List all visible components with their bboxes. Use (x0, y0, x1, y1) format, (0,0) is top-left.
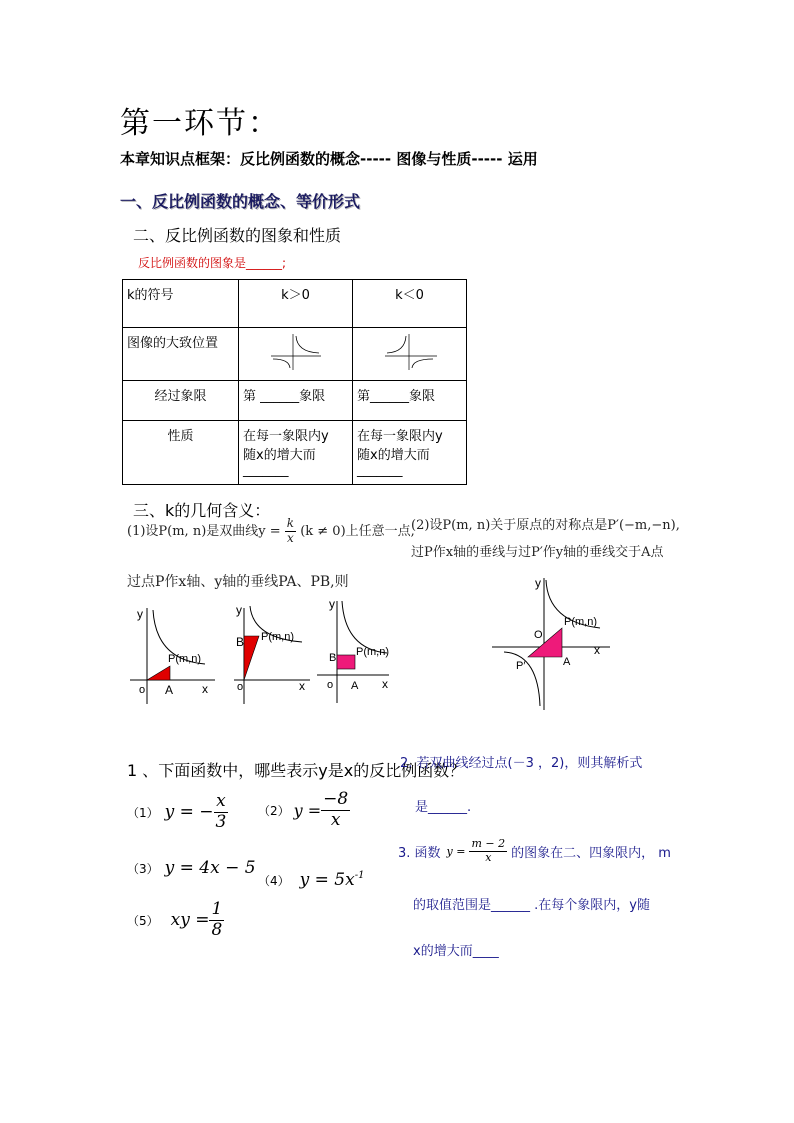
cell-quadrants-negative: 第______象限 (353, 381, 467, 421)
section-1-title: 一、反比例函数的概念、等价形式 (120, 192, 361, 211)
q1-opt3-expr: y = 4x − 5 (164, 858, 256, 878)
fig3-p-label: P(m,n) (356, 646, 389, 658)
fig4-p-label: P(m,n) (564, 616, 597, 628)
cell-quadrants-positive: 第 ______象限 (239, 381, 353, 421)
geom1-frac-den: x (287, 530, 294, 545)
fig2-b-label: B (236, 635, 245, 649)
graph-note: 反比例函数的图象是______; (138, 256, 287, 270)
q1-opt4-exponent: -1 (354, 870, 365, 881)
question-3-line3: x的增大而____ (413, 944, 499, 959)
fig4-x-label: x (594, 643, 600, 657)
question-2-line2: 是______. (415, 800, 472, 815)
section-2-title: 二、反比例函数的图象和性质 (133, 226, 342, 245)
question-1-title: 1 、下面函数中，哪些表示y是x的反比例函数？ (127, 761, 466, 780)
cell-graph-positive (239, 328, 353, 381)
geom1-text-b: (k ≠ 0)上任意一点, (300, 523, 415, 539)
fig3-b-label: B (329, 652, 337, 664)
cell-property-negative (353, 421, 467, 485)
geom1-fraction (285, 517, 296, 546)
property-negative-line3: _______ (357, 463, 403, 478)
q1-opt2-den: x (330, 809, 341, 830)
figure-2 (230, 600, 315, 710)
q1-option-4 (258, 870, 364, 890)
fig4-a-label: A (563, 656, 571, 668)
triangle-opb (244, 636, 259, 680)
q1-option-5 (127, 900, 224, 940)
fig4-y-label: y (535, 576, 541, 590)
q1-opt5-label: （5） (127, 913, 159, 928)
geometry-statement-2-line1: (2)设P(m, n)关于原点的对称点是P′(−m,−n), (411, 518, 680, 533)
q3-text-b: 的图象在二、四象限内， m (511, 845, 671, 861)
question-3-line2: 的取值范围是______ .在每个象限内，y随 (413, 898, 650, 913)
q3-text-a: 3. 函数 (398, 845, 441, 861)
fig4-origin-label: O (534, 629, 543, 641)
fig1-x-label: x (202, 682, 208, 696)
fig3-x-label: x (382, 677, 388, 691)
figure-1 (125, 600, 220, 710)
q1-opt5-lhs: xy = (170, 910, 210, 931)
q3-frac-den: x (485, 850, 492, 864)
figure-4 (488, 572, 613, 712)
fig2-x-label: x (299, 679, 305, 693)
hyperbola-negative-icon (357, 332, 462, 372)
q1-opt4-expr: y = 5x (299, 870, 355, 890)
q1-option-2 (258, 790, 350, 830)
page-heading: 第一环节： (120, 106, 280, 141)
q1-opt1-fraction (214, 792, 229, 832)
fig4-pprime-label: P′ (516, 660, 526, 672)
fig1-a-label: A (165, 683, 174, 697)
q3-fraction (469, 838, 507, 864)
q1-opt1-label: （1） (127, 805, 159, 820)
fig1-p-label: P(m,n) (168, 653, 201, 665)
fig3-y-label: y (329, 597, 335, 611)
property-positive-line1: 在每一象限内y (243, 429, 329, 444)
q1-opt5-num: 1 (211, 899, 223, 919)
q1-opt1-num: x (216, 791, 226, 811)
header-k-positive: k＞0 (239, 280, 353, 328)
rectangle-opab (337, 655, 355, 669)
property-negative-line2: 随x的增大而 (357, 448, 430, 463)
q1-opt1-lhs: y = − (164, 802, 214, 823)
fig3-a-label: A (351, 680, 359, 692)
fig2-y-label: y (236, 603, 242, 617)
q1-opt5-den: 8 (211, 919, 223, 940)
geom1-frac-num: k (286, 516, 295, 530)
property-negative-line1: 在每一象限内y (357, 429, 443, 444)
fig2-p-label: P(m,n) (261, 631, 294, 643)
q1-opt3-label: （3） (127, 861, 159, 876)
q1-opt4-label: （4） (258, 873, 290, 888)
fig3-origin-label: o (327, 679, 334, 691)
hyperbola-positive-icon (243, 332, 348, 372)
row-label-position: 图像的大致位置 (123, 328, 239, 381)
figure-3 (315, 593, 395, 708)
fig2-origin-label: o (237, 681, 244, 693)
section-3-title: 三、k的几何含义： (133, 501, 271, 520)
q1-opt2-num: −8 (323, 789, 349, 809)
q1-option-3 (127, 858, 256, 878)
property-positive-line3: _______ (243, 463, 289, 478)
row-label-property: 性质 (123, 421, 239, 485)
q1-opt5-fraction (209, 900, 224, 940)
chapter-framework: 本章知识点框架：反比例函数的概念----- 图像与性质----- 运用 (120, 150, 538, 168)
geometry-statement-2-line2: 过P作x轴的垂线与过P′作y轴的垂线交于A点 (411, 545, 664, 560)
q1-opt2-label: （2） (258, 803, 290, 818)
q1-opt2-lhs: y = (293, 800, 322, 820)
geometry-statement-1-line2: 过点P作x轴、y轴的垂线PA、PB,则 (127, 574, 349, 590)
geometry-statement-1 (127, 517, 415, 546)
triangle-opa (147, 666, 170, 680)
header-k-sign: k的符号 (123, 280, 239, 328)
q3-func-lhs: y = (446, 844, 466, 858)
cell-graph-negative (353, 328, 467, 381)
header-k-negative: k＜0 (353, 280, 467, 328)
properties-table (122, 279, 467, 485)
q3-frac-num: m − 2 (471, 837, 506, 850)
geom1-text-a: (1)设P(m, n)是双曲线y = (127, 523, 285, 539)
q1-opt2-fraction (321, 790, 350, 830)
cell-property-positive (239, 421, 353, 485)
q1-opt1-den: 3 (215, 811, 227, 832)
fig1-origin-label: o (139, 684, 146, 696)
row-label-quadrants: 经过象限 (123, 381, 239, 421)
q1-option-1 (127, 792, 228, 832)
question-2-line1: 2. 若双曲线经过点(－3 ，2)，则其解析式 (400, 756, 643, 771)
fig1-y-label: y (137, 607, 143, 621)
question-3-line1 (398, 838, 671, 864)
property-positive-line2: 随x的增大而 (243, 448, 316, 463)
